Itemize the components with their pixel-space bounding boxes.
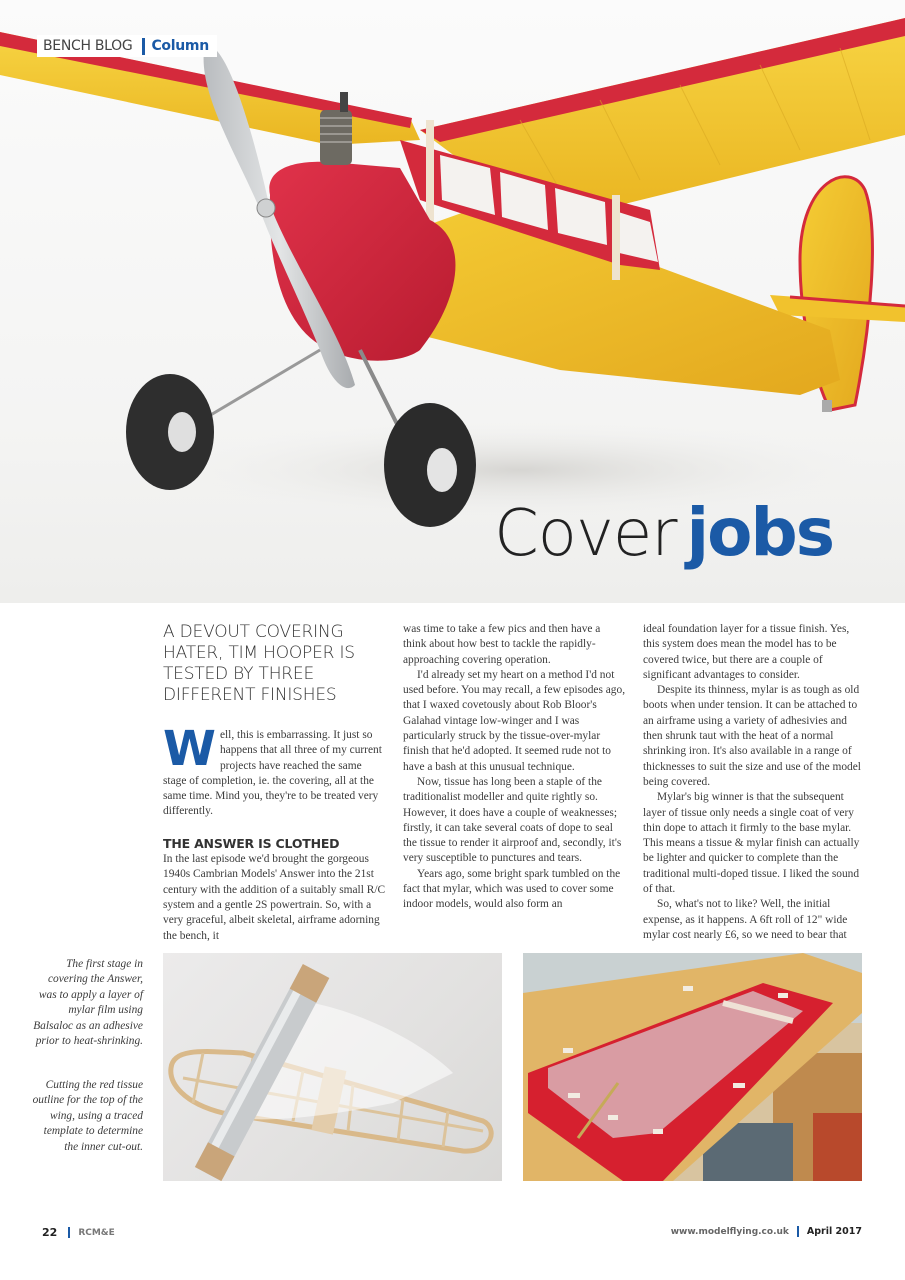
body-paragraph: So, what's not to like? Well, the initial expense, as it happens. A 6ft roll of 12" wide mylar cost nearly £6, so we need to bear that	[643, 898, 848, 941]
article-column-3	[643, 622, 866, 943]
footer-left	[42, 1226, 115, 1239]
body-paragraph: Years ago, some bright spark tumbled on the fact that mylar, which was used to cover some indoor models, would also form an	[403, 867, 621, 911]
intro-paragraph	[163, 721, 386, 820]
body-paragraph: Despite its thinness, mylar is as tough as old boots when under tension. It can be attached to an airframe using a variety of adhesivies and then shrunk taut with the heat of a normal shrinking iron. It's also available in a range of thicknesses to suit the size and use of the model being covered.	[643, 684, 861, 788]
red-tissue-illustration	[523, 953, 862, 1181]
mylar-wing-illustration	[163, 953, 502, 1181]
body-paragraph: Now, tissue has long been a staple of the traditionalist modeller and quite rightly so. However, it does have a couple of weaknesses; firstly, it can take several coats of dope to seal the tissue to render it airproof and, secondly, it's very susceptible to punctures and tears.	[403, 775, 622, 865]
intro-text: ell, this is embarrassing. It just so happens that all three of my current projects have reached the same stage of completion, ie. the covering, all at the same time. Mind you, they're to be treated very differently.	[163, 729, 382, 818]
section-category: Column	[151, 38, 209, 54]
hero-image	[0, 0, 905, 603]
subheading: THE ANSWER IS CLOTHED	[163, 835, 340, 851]
tag-divider	[142, 38, 145, 55]
standfirst: A DEVOUT COVERING HATER, TIM HOOPER IS TESTED BY THREE DIFFERENT FINISHES	[163, 622, 355, 705]
section-tag	[37, 35, 217, 57]
body-paragraph: ideal foundation layer for a tissue finish. Yes, this system does mean the model has to be covered twice, but there are a couple of significant advantages to consider.	[643, 623, 850, 681]
photo-caption-1: The first stage in covering the Answer, was to apply a layer of mylar film using Balsaloc as an adhesive prior to heat-shrinking.	[33, 958, 143, 1048]
body-paragraph: I'd already set my heart on a method I'd not used before. You may recall, a few episodes ago, that I waxed covetously about Rob Bloor's Galahad vintage low-winger and I was particularly struck by the tissue-over-mylar finish that he'd adopted. It seemed rude not to have a bash at this unusual technique.	[403, 668, 626, 773]
headline	[494, 494, 833, 571]
footer-divider	[68, 1227, 70, 1238]
body-paragraph: In the last episode we'd brought the gorgeous 1940s Cambrian Models' Answer into the 21st century with the addition of a suitably small R/C system and a gentle 2S powertrain. So, with a very graceful, albeit skeletal, airframe adorning the bench, it	[163, 853, 386, 942]
section-name: BENCH BLOG	[43, 38, 133, 54]
article-column-2	[403, 622, 626, 913]
photo-mylar-roll	[163, 953, 502, 1181]
body-paragraph: was time to take a few pics and then have a think about how best to tackle the rapidly-approaching covering operation.	[403, 623, 601, 666]
issue-date: April 2017	[806, 1226, 862, 1237]
footer-divider	[797, 1226, 799, 1237]
photo-caption-2: Cutting the red tissue outline for the top of the wing, using a traced template to determine the inner cut-out.	[32, 1079, 143, 1153]
footer-right	[671, 1226, 862, 1237]
photo-red-tissue	[523, 953, 862, 1181]
website-link[interactable]: www.modelflying.co.uk	[670, 1226, 789, 1237]
article-column-1	[163, 622, 386, 944]
headline-bold: jobs	[686, 494, 833, 571]
body-paragraph: Mylar's big winner is that the subsequent layer of tissue only needs a single coat of very thin dope to attach it firmly to the base mylar. This means a tissue & mylar finish can actually be lighter and quicker to complete than the traditional multi-doped tissue. I liked the sound of that.	[643, 791, 860, 896]
drop-cap: W	[163, 721, 216, 777]
magazine-name: RCM&E	[78, 1227, 115, 1238]
headline-light: Cover	[494, 497, 677, 571]
page-number: 22	[42, 1226, 58, 1239]
